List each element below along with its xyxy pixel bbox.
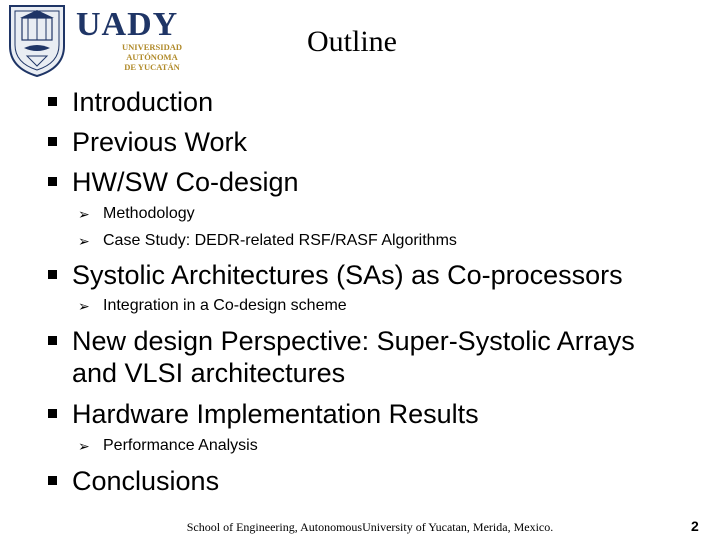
square-bullet-icon: [48, 476, 57, 485]
arrow-bullet-icon: ➢: [78, 233, 90, 249]
outline-subitem: [78, 296, 347, 316]
outline-item-label: HW/SW Co-design: [72, 167, 299, 197]
slide-title: Outline: [307, 25, 397, 58]
square-bullet-icon: [48, 137, 57, 146]
outline-item: [72, 259, 623, 291]
arrow-bullet-icon: ➢: [78, 438, 90, 454]
outline-item: [72, 398, 479, 430]
outline-subitem-label: Methodology: [103, 205, 195, 222]
outline-item-label: New design Perspective: Super-Systolic Arrays: [72, 326, 635, 356]
outline-item-label: Systolic Architectures (SAs) as Co-processors: [72, 260, 623, 290]
page-number: 2: [691, 518, 699, 534]
outline-subitem-label: Case Study: DEDR-related RSF/RASF Algorithms: [103, 232, 457, 249]
arrow-bullet-icon: ➢: [78, 298, 90, 314]
slide-footer: School of Engineering, AutonomousUniversity of Yucatan, Merida, Mexico.: [186, 520, 554, 534]
uady-logo: [4, 2, 204, 80]
outline-item: [72, 86, 213, 118]
outline-subitem: [78, 436, 258, 456]
logo-wordmark: UADY: [76, 6, 179, 43]
logo-university-line: UNIVERSIDAD: [122, 42, 182, 52]
outline-subitem-label: Integration in a Co-design scheme: [103, 297, 347, 314]
outline-item-label: and VLSI architectures: [72, 358, 346, 388]
outline-subitem: [78, 204, 195, 224]
outline-item: [72, 465, 219, 497]
outline-item-label: Conclusions: [72, 466, 220, 496]
logo-university-line: DE YUCATÁN: [124, 62, 180, 72]
square-bullet-icon: [48, 270, 57, 279]
logo-university-name: [112, 42, 192, 72]
outline-subitem: [78, 231, 457, 251]
outline-item: [72, 325, 635, 357]
outline-item-label: Introduction: [72, 87, 214, 117]
square-bullet-icon: [48, 336, 57, 345]
arrow-bullet-icon: ➢: [78, 206, 90, 222]
outline-subitem-label: Performance Analysis: [103, 437, 258, 454]
outline-item-label: Previous Work: [72, 127, 248, 157]
outline-item: [72, 166, 299, 198]
outline-item: [72, 126, 247, 158]
logo-university-line: AUTÓNOMA: [126, 52, 178, 62]
university-seal-icon: [4, 2, 70, 78]
square-bullet-icon: [48, 409, 57, 418]
square-bullet-icon: [48, 177, 57, 186]
outline-item-label: Hardware Implementation Results: [72, 399, 479, 429]
outline-item-continuation: [72, 357, 345, 389]
square-bullet-icon: [48, 97, 57, 106]
